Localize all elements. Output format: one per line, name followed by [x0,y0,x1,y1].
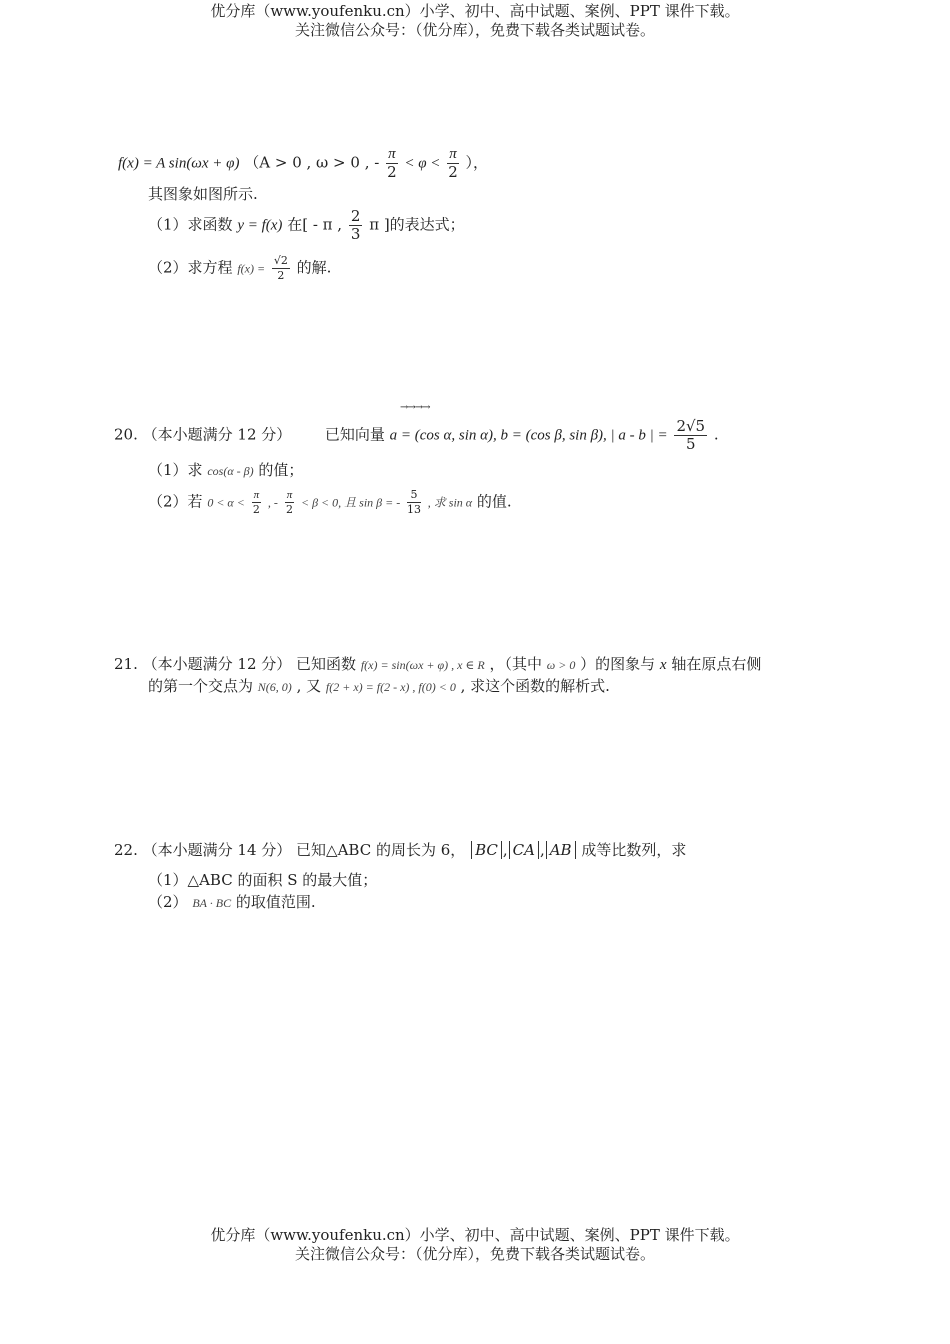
q21-func: f(x) = sin(ωx + φ) , x ∈ R [360,658,485,672]
q19-sqrt2-over-2 [272,254,290,283]
q20-p1-expr: cos(α - β) [207,464,254,478]
q22-stem-b: 成等比数列，求 [581,841,687,859]
q22-number: 22. [114,841,138,859]
q19-p1-a: （1）求函数 [148,215,233,234]
q19-cond-end: ）， [465,153,489,172]
q20-frac-den: 5 [685,435,696,453]
q20-stem-text: 已知向量 [324,425,385,444]
q19-frac1-den: 2 [387,163,397,181]
q19-p1-frac-den: 3 [350,225,361,243]
q20-p1-b: 的值； [258,461,304,479]
q22-stem [114,840,686,860]
q22-stem-text: 已知△ABC 的周长为 6， [296,841,466,859]
q22-score: （本小题满分 14 分） [142,841,292,859]
q20-stem [114,418,719,453]
q20-p2-num: 5 [407,488,421,503]
q19-function-definition [118,146,488,181]
q20-p2-frac1-den: 2 [252,503,260,516]
q21-stem-d: 轴在原点右侧 [671,655,762,673]
q21-point: N(6, 0) [257,680,292,694]
q21-number: 21. [114,655,138,673]
q22-sep-2: , [539,841,545,859]
q19-phi-lt: < φ < [404,155,441,172]
q22-abs-bc: BC [471,841,502,859]
footer-line-2: 关注微信公众号：（优分库），免费下载各类试题试卷。 [294,1245,655,1263]
q19-pi-over-2 [447,146,459,181]
q22-abs-ca: CA [509,841,539,859]
q19-p2-den: 2 [277,269,285,282]
q20-score: （本小题满分 12 分） [142,425,292,444]
q19-frac2-num: π [449,146,457,162]
q20-vector-arrows: →→→→ [400,402,430,413]
q19-p1-c: π ]的表达式； [369,215,465,234]
q21-line2-b: , 又 [296,677,322,695]
q20-p2-frac2-num: π [286,489,293,501]
q20-frac [674,418,707,453]
q20-period: . [713,425,719,444]
q22-p2-b: 的取值范围. [235,893,316,911]
q20-p2-a: （2）若 [148,492,203,511]
q19-neg-pi-over-2 [386,146,398,181]
q20-frac-num: 2√5 [676,417,706,435]
q20-expr: a = (cos α, sin α), b = (cos β, sin β), | a - b | = [389,427,668,444]
q20-pi-over-2-a [252,488,262,517]
q21-stem-c: ）的图象与 [580,655,656,673]
q21-score: （本小题满分 12 分） [142,655,292,673]
q20-number: 20. [114,425,138,444]
q19-graph-note: 其图象如图所示. [148,185,258,203]
q19-frac2-den: 2 [448,163,458,181]
q20-p2-expr2: , - [267,495,278,510]
q19-p1-b: 在[ - π , [287,215,343,234]
q22-sep-1: , [502,841,508,859]
q19-part-1 [148,208,465,243]
q20-p1-a: （1）求 [148,461,203,479]
q21-cond: f(2 + x) = f(2 - x) , f(0) < 0 [325,680,456,694]
q19-p2-b: 的解. [296,258,332,277]
q20-p2-den: 13 [407,503,422,516]
q19-two-thirds [349,208,363,243]
q20-p2-b: 的值. [476,492,512,511]
q19-func: f(x) = A sin(ωx + φ) [118,155,240,172]
header-line-2: 关注微信公众号：（优分库），免费下载各类试题试卷。 [294,21,655,39]
q20-p2-expr4: , 求 sin α [427,495,473,510]
q21-x: x [659,657,667,673]
q19-cond-a: （A > 0 , ω > 0 , - [244,153,380,172]
q21-stem-a: 已知函数 [296,655,357,673]
q19-part-2 [148,254,331,283]
q22-p2-a: （2） [148,893,188,911]
q22-part-1: （1）△ABC 的面积 S 的最大值； [148,871,378,889]
header-line-1: 优分库（www.youfenku.cn）小学、初中、高中试题、案例、PPT 课件下载。 [210,2,740,20]
footer-line-1: 优分库（www.youfenku.cn）小学、初中、高中试题、案例、PPT 课件下载。 [210,1226,740,1244]
q20-pi-over-2-b [285,488,295,517]
q20-part-1 [148,460,303,481]
q20-p2-expr3: < β < 0, 且 sin β = - [300,495,401,510]
q19-p2-num: √2 [273,254,288,267]
q21-line-1 [114,654,761,675]
q20-5-over-13 [407,488,421,517]
q21-line-2 [148,676,610,697]
q19-p2-func: f(x) = [237,261,266,276]
q20-p2-frac2-den: 2 [285,503,293,516]
q19-p2-a: （2）求方程 [148,258,233,277]
q21-omega: ω > 0 [546,658,576,672]
q22-part-2 [148,892,316,913]
q22-p2-expr: BA · BC [192,896,232,910]
q19-p1-func: y = f(x) [237,217,283,234]
q21-stem-b: ，（其中 [489,655,542,673]
q19-frac1-num: π [388,146,396,162]
q20-p2-expr1: 0 < α < [207,495,245,510]
q22-abs-ab: AB [546,841,576,859]
q20-p2-frac1-num: π [253,489,260,501]
q21-line2-a: 的第一个交点为 [148,677,254,695]
q21-line2-c: , 求这个函数的解析式. [460,677,610,695]
q20-part-2 [148,488,512,517]
q19-p1-frac-num: 2 [350,207,361,225]
